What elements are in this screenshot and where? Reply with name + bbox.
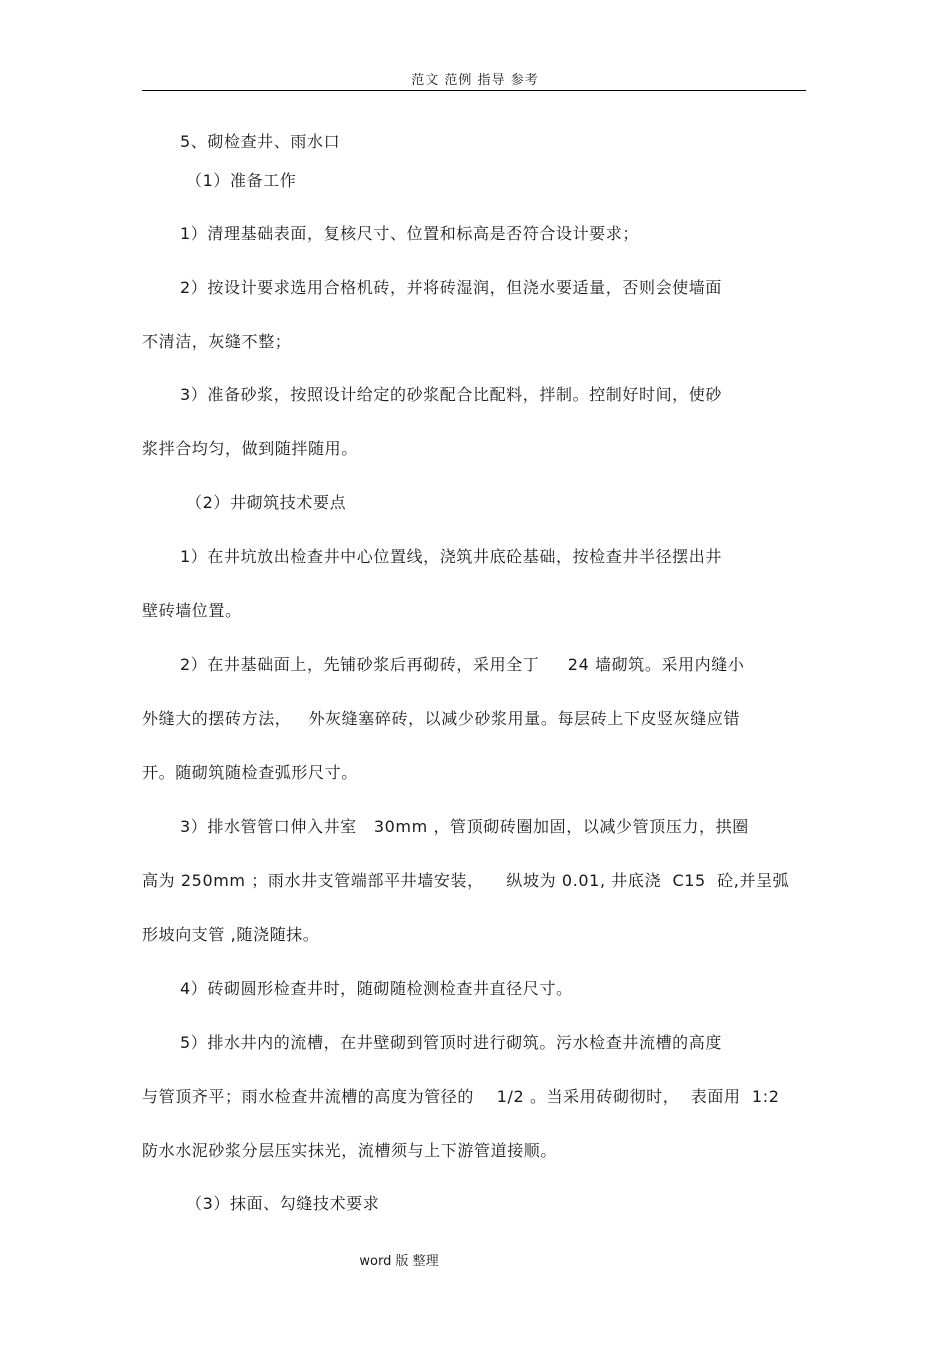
paragraph-line: 壁砖墙位置。 <box>142 601 242 620</box>
page-header: 范文 范例 指导 参考 <box>411 73 539 88</box>
paragraph-line: 高为 250mm ；雨水井支管端部平井墙安装， 纵坡为 0.01, 井底浇 C15 砼,并呈弧 <box>142 871 790 890</box>
paragraph-line: 2）在井基础面上，先铺砂浆后再砌砖，采用全丁 24 墙砌筑。采用内缝小 <box>180 655 745 674</box>
section-heading: 5、砌检查井、雨水口 <box>180 132 341 151</box>
subsection-heading: （3）抹面、勾缝技术要求 <box>186 1194 380 1213</box>
paragraph-line: 浆拌合均匀，做到随拌随用。 <box>142 439 358 458</box>
paragraph-line: 不清洁，灰缝不整； <box>142 332 292 351</box>
page-footer: word 版 整理 <box>359 1254 439 1269</box>
header-divider <box>142 90 806 91</box>
paragraph-line: 1）在井坑放出检查井中心位置线，浇筑井底砼基础，按检查井半径摆出井 <box>180 547 722 566</box>
paragraph-line: 形坡向支管 ,随浇随抹。 <box>142 925 320 944</box>
subsection-heading: （1）准备工作 <box>186 171 297 190</box>
paragraph-line: 1）清理基础表面，复核尺寸、位置和标高是否符合设计要求； <box>180 224 639 243</box>
paragraph-line: 与管顶齐平；雨水检查井流槽的高度为管径的 1/2 。当采用砖砌彻时， 表面用 1:2 <box>142 1087 780 1106</box>
paragraph-line: 4）砖砌圆形检查井时，随砌随检测检查井直径尺寸。 <box>180 979 573 998</box>
paragraph-line: 防水水泥砂浆分层压实抹光，流槽须与上下游管道接顺。 <box>142 1141 558 1160</box>
paragraph-line: 2）按设计要求选用合格机砖，并将砖湿润，但浇水要适量，否则会使墙面 <box>180 278 722 297</box>
paragraph-line: 5）排水井内的流槽，在井壁砌到管顶时进行砌筑。污水检查井流槽的高度 <box>180 1033 722 1052</box>
paragraph-line: 外缝大的摆砖方法， 外灰缝塞碎砖，以减少砂浆用量。每层砖上下皮竖灰缝应错 <box>142 709 741 728</box>
subsection-heading: （2）井砌筑技术要点 <box>186 493 347 512</box>
paragraph-line: 3）准备砂浆，按照设计给定的砂浆配合比配料，拌制。控制好时间，使砂 <box>180 385 722 404</box>
paragraph-line: 3）排水管管口伸入井室 30mm ，管顶砌砖圈加固，以减少管顶压力，拱圈 <box>180 817 749 836</box>
paragraph-line: 开。随砌筑随检查弧形尺寸。 <box>142 763 358 782</box>
